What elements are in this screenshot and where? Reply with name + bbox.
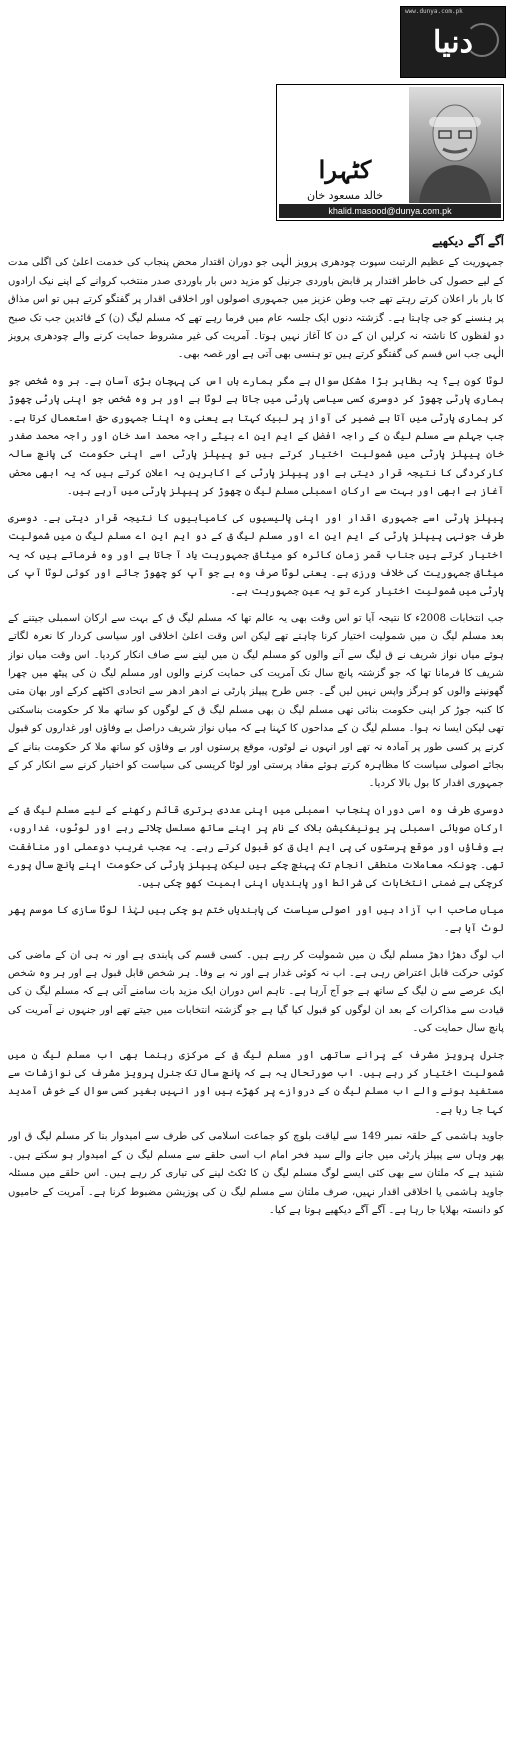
masthead-logo <box>400 6 506 78</box>
masthead-logo-text: دنیا <box>433 24 473 60</box>
article-paragraph: جنرل پرویز مشرف کے پرانے ساتھی اور مسلم لیگ ق کے مرکزی رہنما بھی اب مسلم لیگ ن میں شمولیت اختیار کر رہے ہیں۔ اب صورتحال یہ ہے کہ پانچ سال تک جنرل پرویز مشرف کی نوازشات سے مستفید ہونے والے اب مسلم لیگ ن کے دروازے پر کھڑے ہیں اور انہیں بغیر کسی سوال کے خوش آمدید کہا جا رہا ہے۔ <box>8 1049 504 1116</box>
article-headline: آگے آگے دیکھیے <box>431 234 504 248</box>
article-paragraph: اب لوگ دھڑا دھڑ مسلم لیگ ن میں شمولیت کر رہے ہیں۔ کسی قسم کی پابندی ہے اور نہ ہی ان کے ماضی کی کوئی حرکت قابل اعتراض رہی ہے۔ اب نہ کوئی غدار ہے اور نہ بے وفا۔ ہر شخص قابل قبول ہے اور ہر وہ شخص ایک عرصے سے ن لیگ کے ساتھ ہے جو آج آرہا ہے۔ تاہم اس دوران ایک مزید بات سامنے آئی ہے کہ مسلم لیگ ن کی قیادت سے مذاکرات کے بعد ان لوگوں کو قبول کیا گیا ہے جو گزشتہ انتخابات میں جیتے تھے اور جنہوں نے آمریت کی پانچ سال حمایت کی۔ <box>8 949 504 1035</box>
author-portrait-icon <box>409 87 501 203</box>
columnist-box <box>276 84 504 221</box>
author-photo <box>409 87 501 203</box>
article-paragraph: جب انتخابات 2008ء کا نتیجہ آیا تو اس وقت بھی یہ عالم تھا کہ مسلم لیگ ق کے بہت سے ارکان اسمبلی جیتنے کے بعد مسلم لیگ ن میں شمولیت اختیار کرنا چاہتے تھے لیکن اس وقت اعلیٰ اخلاقی اور سیاسی کردار کا نعرہ لگاتے ہوئے میاں نواز شریف نے ق لیگ سے آنے والوں کو مسلم لیگ ن میں لینے سے صاف انکار کردیا۔ اس وقت میاں نواز شریف کا فرمانا تھا کہ جو گزشتہ پانچ سال تک آمریت کی حمایت کرنے والوں اور مسلم لیگ ن کی پیٹھ میں چھرا گھونپنے والوں کو ہرگز واپس نہیں لیں گے۔ جس طرح پیپلز پارٹی نے ادھر ادھر سے اتحادی اکٹھے کرکے اور بھان متی کا کنبہ جوڑ کر اپنی حکومت بنائی تھی مسلم لیگ ن بھی مسلم لیگ ق کے لوگوں کو ساتھ ملا کر حکومت بناسکتی تھی لیکن ایسا نہ ہوا۔ مسلم لیگ ن کے مداحوں کا کہنا ہے کہ میاں نواز شریف دراصل بے وفاؤں اور غداروں کو قبول کرنے پر کسی طور پر آمادہ نہ تھے اور انہوں نے لوٹوں، موقع پرستوں اور بے وفاؤں کو ساتھ ملا کر حکومت بنانے کے بجائے اصولی سیاست کا مظاہرہ کرتے ہوئے مفاد پرستی اور لوٹا کریسی کی سیاست کو اختیار کرنے سے انکار کر کے جمہوری اقدار کا بول بالا کردیا۔ <box>8 612 504 790</box>
article-paragraph: جاوید ہاشمی کے حلقہ نمبر 149 سے لیاقت بلوچ کو جماعت اسلامی کی طرف سے امیدوار بنا کر مسلم لیگ ق اور پھر وہاں سے پیپلز پارٹی میں جانے والے سید فخر امام اب اسی حلقے سے مسلم لیگ ن کے امیدوار ہو سکتے ہیں۔ شنید ہے کہ ملتان سے بھی کئی ایسے لوگ مسلم لیگ ن کا ٹکٹ لینے کی تیاری کر رہے ہیں۔ اس حلقے میں مسئلہ جاوید ہاشمی یا اخلاقی اقدار نہیں، صرف ملتان سے مسلم لیگ ن کی پوزیشن مضبوط کرنا ہے۔ آمریت کے حامیوں کو دانستہ بھلایا جا رہا ہے۔ آگے آگے دیکھیے ہوتا ہے کیا۔ <box>8 1131 504 1216</box>
author-byline: خالد مسعود خان <box>306 189 384 202</box>
article-body <box>8 232 504 1736</box>
article-paragraph: لوٹا کون ہے؟ یہ بظاہر بڑا مشکل سوال ہے مگر ہمارے ہاں اس کی پہچان بڑی آسان ہے۔ ہر وہ شخص جو ہماری پارٹی چھوڑ کر دوسری کسی سیاسی پارٹی میں جاتا ہے لوٹا ہے اور ہر وہ شخص جو اپنی پارٹی چھوڑ کر ہماری پارٹی میں آتا ہے ضمیر کی آواز پر لبیک کہتا ہے یعنی وہ اپنا جمہوری حق استعمال کرتا ہے۔ جب جہلم سے مسلم لیگ ن کے راجہ افضل کے ایم این اے بیٹے راجہ محمد اسد خان اور راجہ محمد صفدر خان پیپلز پارٹی میں شمولیت اختیار کرتے ہیں تو پیپلز پارٹی اسے اپنی حکومت کی پانچ سالہ کارکردگی کا نتیجہ قرار دیتی ہے اور پیپلز پارٹی کے اکابرین یہ اعلان کرتے ہیں کہ یہ ابھی محض آغاز ہے ابھی اور بہت سے ارکان اسمبلی مسلم لیگ ن چھوڑ کر پیپلز پارٹی میں آرہے ہیں۔ <box>8 375 504 498</box>
column-name: کٹہرا <box>318 155 372 184</box>
article-paragraph: میاں صاحب اب آزاد ہیں اور اصولی سیاست کی پابندیاں ختم ہو چکی ہیں لہٰذا لوٹا سازی کا موسم پھر لوٹ آیا ہے۔ <box>8 904 504 935</box>
masthead-url: www.dunya.com.pk <box>405 8 463 15</box>
article-paragraph: جمہوریت کے عظیم الرتبت سپوت چودھری پرویز الٰہی جو دوران اقتدار محض پنجاب کی خدمت اعلیٰ کی اگلی مدت کے لیے حصول کی خاطر اقتدار پر قابض باوردی جرنیل کو مزید دس بار باوردی صدر منتخب کروانے کے اپنے نیک ارادوں کا بار بار اعلان کرتے رہتے تھے جب وطن عزیز میں جمہوری اصولوں اور اخلاقی اقدار پر گفتگو کرتے ہیں تو اس مذاق پر ہنسنے کو جی چاہتا ہے۔ گزشتہ دنوں ایک جلسہ عام میں فرما رہے تھے کہ مسلم لیگ (ن) کے قائدین جب تک صبح دو لفظوں کا ناشتہ نہ کرلیں ان کے دن کا آغاز نہیں ہوتا۔ آمریت کی غیر مشروط حمایت کرنے والے چودھری پرویز الٰہی جب اس قسم کی گفتگو کرتے ہیں تو ہنسی بھی آتی ہے اور غصہ بھی۔ <box>8 257 504 361</box>
author-email: khalid.masood@dunya.com.pk <box>279 204 501 218</box>
article-paragraph: پیپلز پارٹی اسے جمہوری اقدار اور اپنی پالیسیوں کی کامیابیوں کا نتیجہ قرار دیتی ہے۔ دوسری طرف جونہی پیپلز پارٹی کے ایم این اے اور مسلم لیگ ق کے دو ایم این اے مسلم لیگ ن میں شمولیت اختیار کرتے ہیں جناب قمر زمان کائرہ کو میثاق جمہوریت یاد آ جاتا ہے اور وہ فرماتے ہیں کہ یہ میثاق جمہوریت کی خلاف ورزی ہے۔ یعنی لوٹا صرف وہ ہے جو آپ کو چھوڑ جائے اور کوئی لوٹا آپ کی پارٹی میں شمولیت اختیار کرے تو یہ عین جمہوریت ہے۔ <box>8 512 504 598</box>
article-paragraph: دوسری طرف وہ اسی دوران پنجاب اسمبلی میں اپنی عددی برتری قائم رکھنے کے لیے مسلم لیگ ق کے ارکان صوبائی اسمبلی پر یونیفکیشن بلاک کے نام پر اپنے ساتھ مسلسل چلاتے رہے اور لوٹوں، غداروں، بے وفاؤں اور موقع پرستوں کی پی ایم ایل ق کو قبول کرتے رہے۔ یہ عجب غریب دوعملی اور منافقت تھی۔ چونکہ معاملات منطقی انجام تک پہنچ چکے ہیں لیکن پیپلز پارٹی کی حکومت اپنے پانچ سال پورے کرچکی ہے ضمنی انتخابات کی شرائط اور پابندیاں اپنی اہمیت کھو چکی ہیں۔ <box>8 804 504 890</box>
globe-icon <box>465 23 499 57</box>
